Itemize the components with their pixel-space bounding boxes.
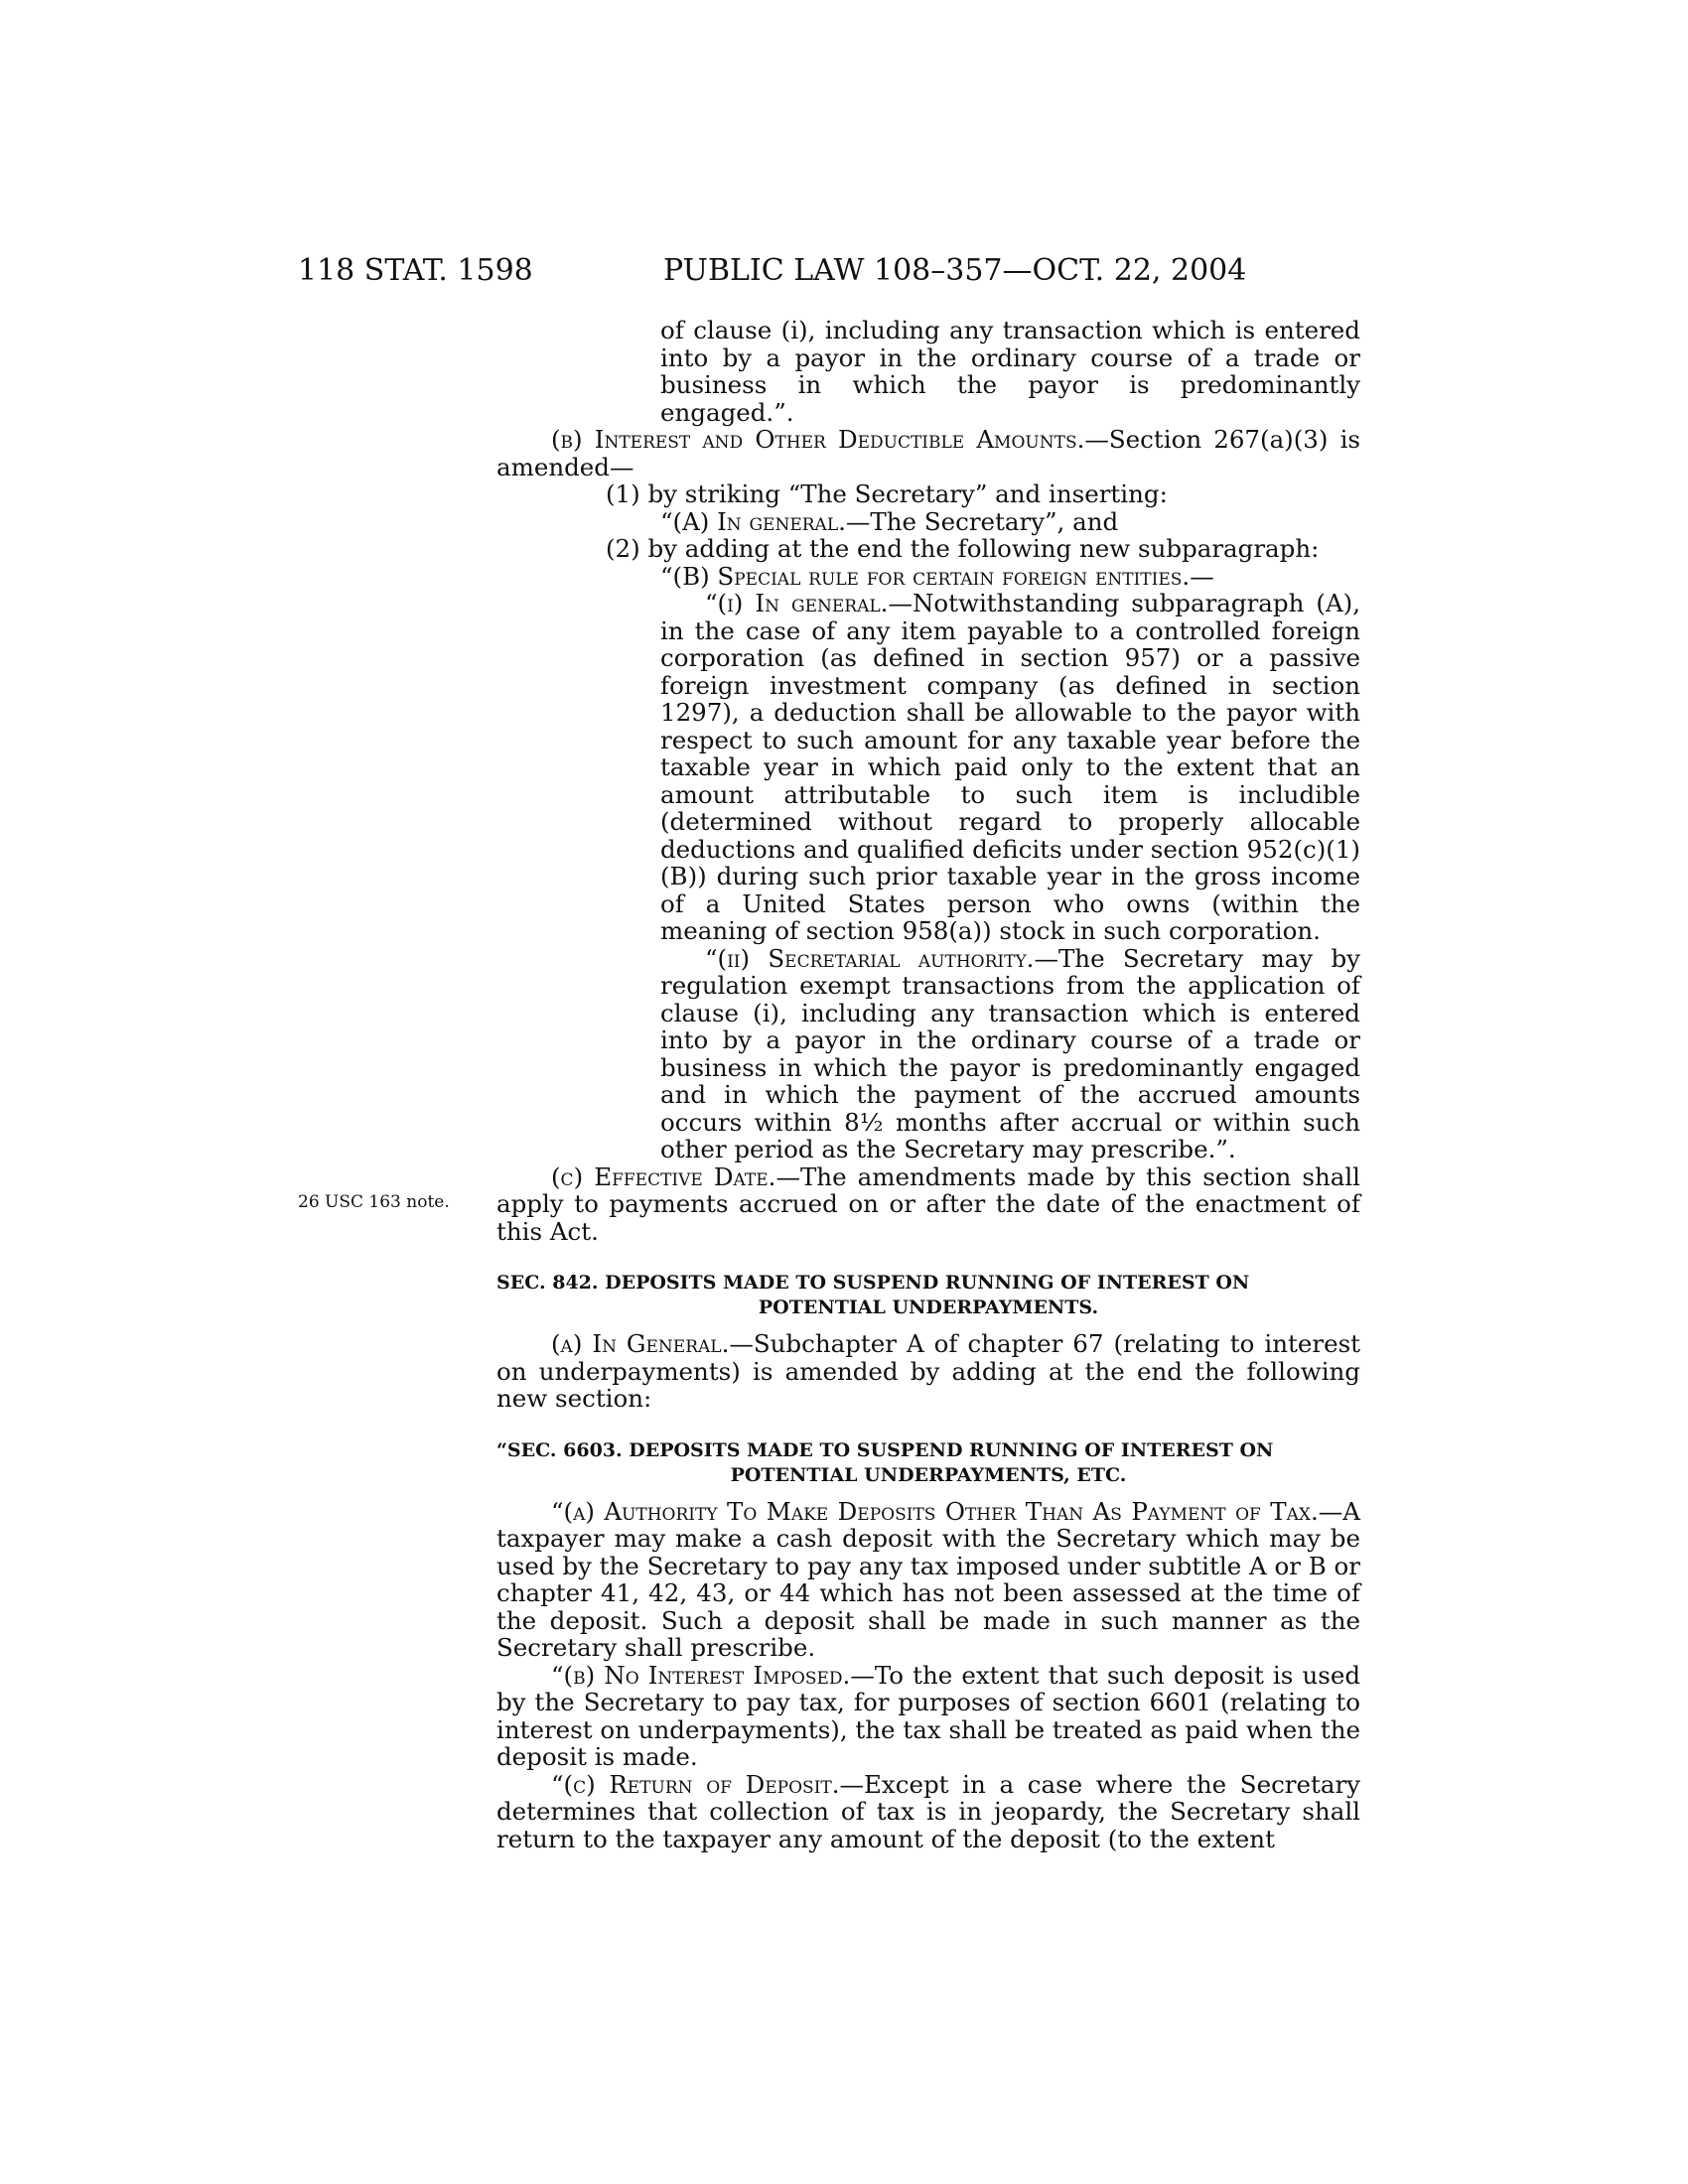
subsection-a — [496, 1330, 1360, 1413]
section-6603-heading — [496, 1438, 1360, 1488]
subsection-b-heading: (b) Interest and Other Deductible Amounts. — [551, 425, 1085, 454]
margin-note: 26 USC 163 note. — [298, 1192, 450, 1212]
subsection-c — [496, 1163, 1360, 1246]
new-subsection-b-text: —To the extent that such deposit is used by the Secretary to pay tax, for purposes of section 6601 (relating to interest on underpayments), the tax shall be treated as paid when the deposit is made. — [496, 1660, 1360, 1771]
subsection-b-text: —Section 267(a)(3) is amended— — [496, 425, 1361, 481]
section-842-heading-line-2: POTENTIAL UNDERPAYMENTS. — [758, 1297, 1099, 1318]
new-subsection-c-text: —Except in a case where the Secretary determines that collection of tax is in jeopardy, the Secretary shall return to the taxpayer any amount of the deposit (to the extent — [496, 1769, 1361, 1853]
main-text-column — [496, 317, 1360, 1852]
page-header-title: PUBLIC LAW 108–357—OCT. 22, 2004 — [663, 253, 1247, 288]
subsection-a-heading: (a) In General. — [551, 1329, 730, 1358]
continued-text: of clause (i), including any transaction which is entered into by a payor in the ordinary course of a trade or business in which the payor is predominantly engaged.”. — [660, 316, 1360, 427]
subsection-a-text: —Subchapter A of chapter 67 (relating to interest on underpayments) is amended by adding at the end the following new section: — [496, 1329, 1360, 1413]
item-1-subparagraph — [496, 508, 1360, 536]
subparagraph-b-heading: “(B) Special rule for certain foreign entities.— — [660, 561, 1214, 591]
item-2: (2) by adding at the end the following new subparagraph: — [606, 534, 1320, 563]
new-subsection-a-text: —A taxpayer may make a cash deposit with the Secretary which may be used by the Secretary to pay any tax imposed under subtitle A or B or chapter 41, 42, 43, or 44 which has not been assessed at the time of the deposit. Such a deposit shall be made in such manner as the Secretary shall prescribe. — [496, 1496, 1360, 1662]
clause-ii-heading: “(ii) Secretarial authority. — [705, 943, 1035, 973]
new-subsection-a-heading: “(a) Authority To Make Deposits Other Than As Payment of Tax. — [551, 1496, 1319, 1526]
new-subsection-c — [496, 1771, 1360, 1853]
item-1-subparagraph-heading: “(A) In general. — [660, 506, 846, 536]
subsection-c-text: —The amendments made by this section shall apply to payments accrued on or after the date of the enactment of this Act. — [496, 1161, 1360, 1246]
section-6603-heading-line-2: POTENTIAL UNDERPAYMENTS, ETC. — [730, 1463, 1127, 1486]
clause-ii-text: —The Secretary may by regulation exempt transactions from the application of clause (i), including any transaction which is entered into by a payor in the ordinary course of a trade or business in which the payor is predominantly engaged and in which the payment of the accrued amounts occurs within 8½ months after accrual or within such other period as the Secretary may prescribe.”. — [660, 943, 1360, 1163]
new-subsection-a — [496, 1498, 1360, 1662]
subsection-c-heading: (c) Effective Date. — [551, 1161, 776, 1191]
clause-ii — [496, 945, 1360, 1163]
new-subsection-b — [496, 1662, 1360, 1771]
clause-i-heading: “(i) In general. — [705, 589, 889, 617]
subsection-b — [496, 426, 1360, 480]
section-6603-heading-line-1: “SEC. 6603. DEPOSITS MADE TO SUSPEND RUNNING OF INTEREST ON — [496, 1438, 1274, 1461]
clause-i — [496, 590, 1360, 945]
item-1: (1) by striking “The Secretary” and inserting: — [606, 479, 1168, 508]
new-subsection-c-heading: “(c) Return of Deposit. — [551, 1769, 840, 1799]
section-842-heading — [496, 1271, 1360, 1320]
section-842-heading-line-1: SEC. 842. DEPOSITS MADE TO SUSPEND RUNNING OF INTEREST ON — [496, 1272, 1250, 1294]
new-subsection-b-heading: “(b) No Interest Imposed. — [551, 1660, 851, 1690]
stat-page-number: 118 STAT. 1598 — [298, 253, 533, 288]
clause-i-text: —Notwithstanding subparagraph (A), in the case of any item payable to a controlled foreign corporation (as defined in section 957) or a passive foreign investment company (as defined in section 1297), a deduction shall be allowable to the payor with respect to such amount for any taxable year before the taxable year in which paid only to the extent that an amount attributable to such item is includible (determined without regard to properly allocable deductions and qualified deficits under section 952(c)(1)(B)) during such prior taxable year in the gross income of a United States person who owns (within the meaning of section 958(a)) stock in such corporation. — [660, 589, 1360, 945]
item-1-subparagraph-text: —The Secretary”, and — [845, 506, 1119, 536]
